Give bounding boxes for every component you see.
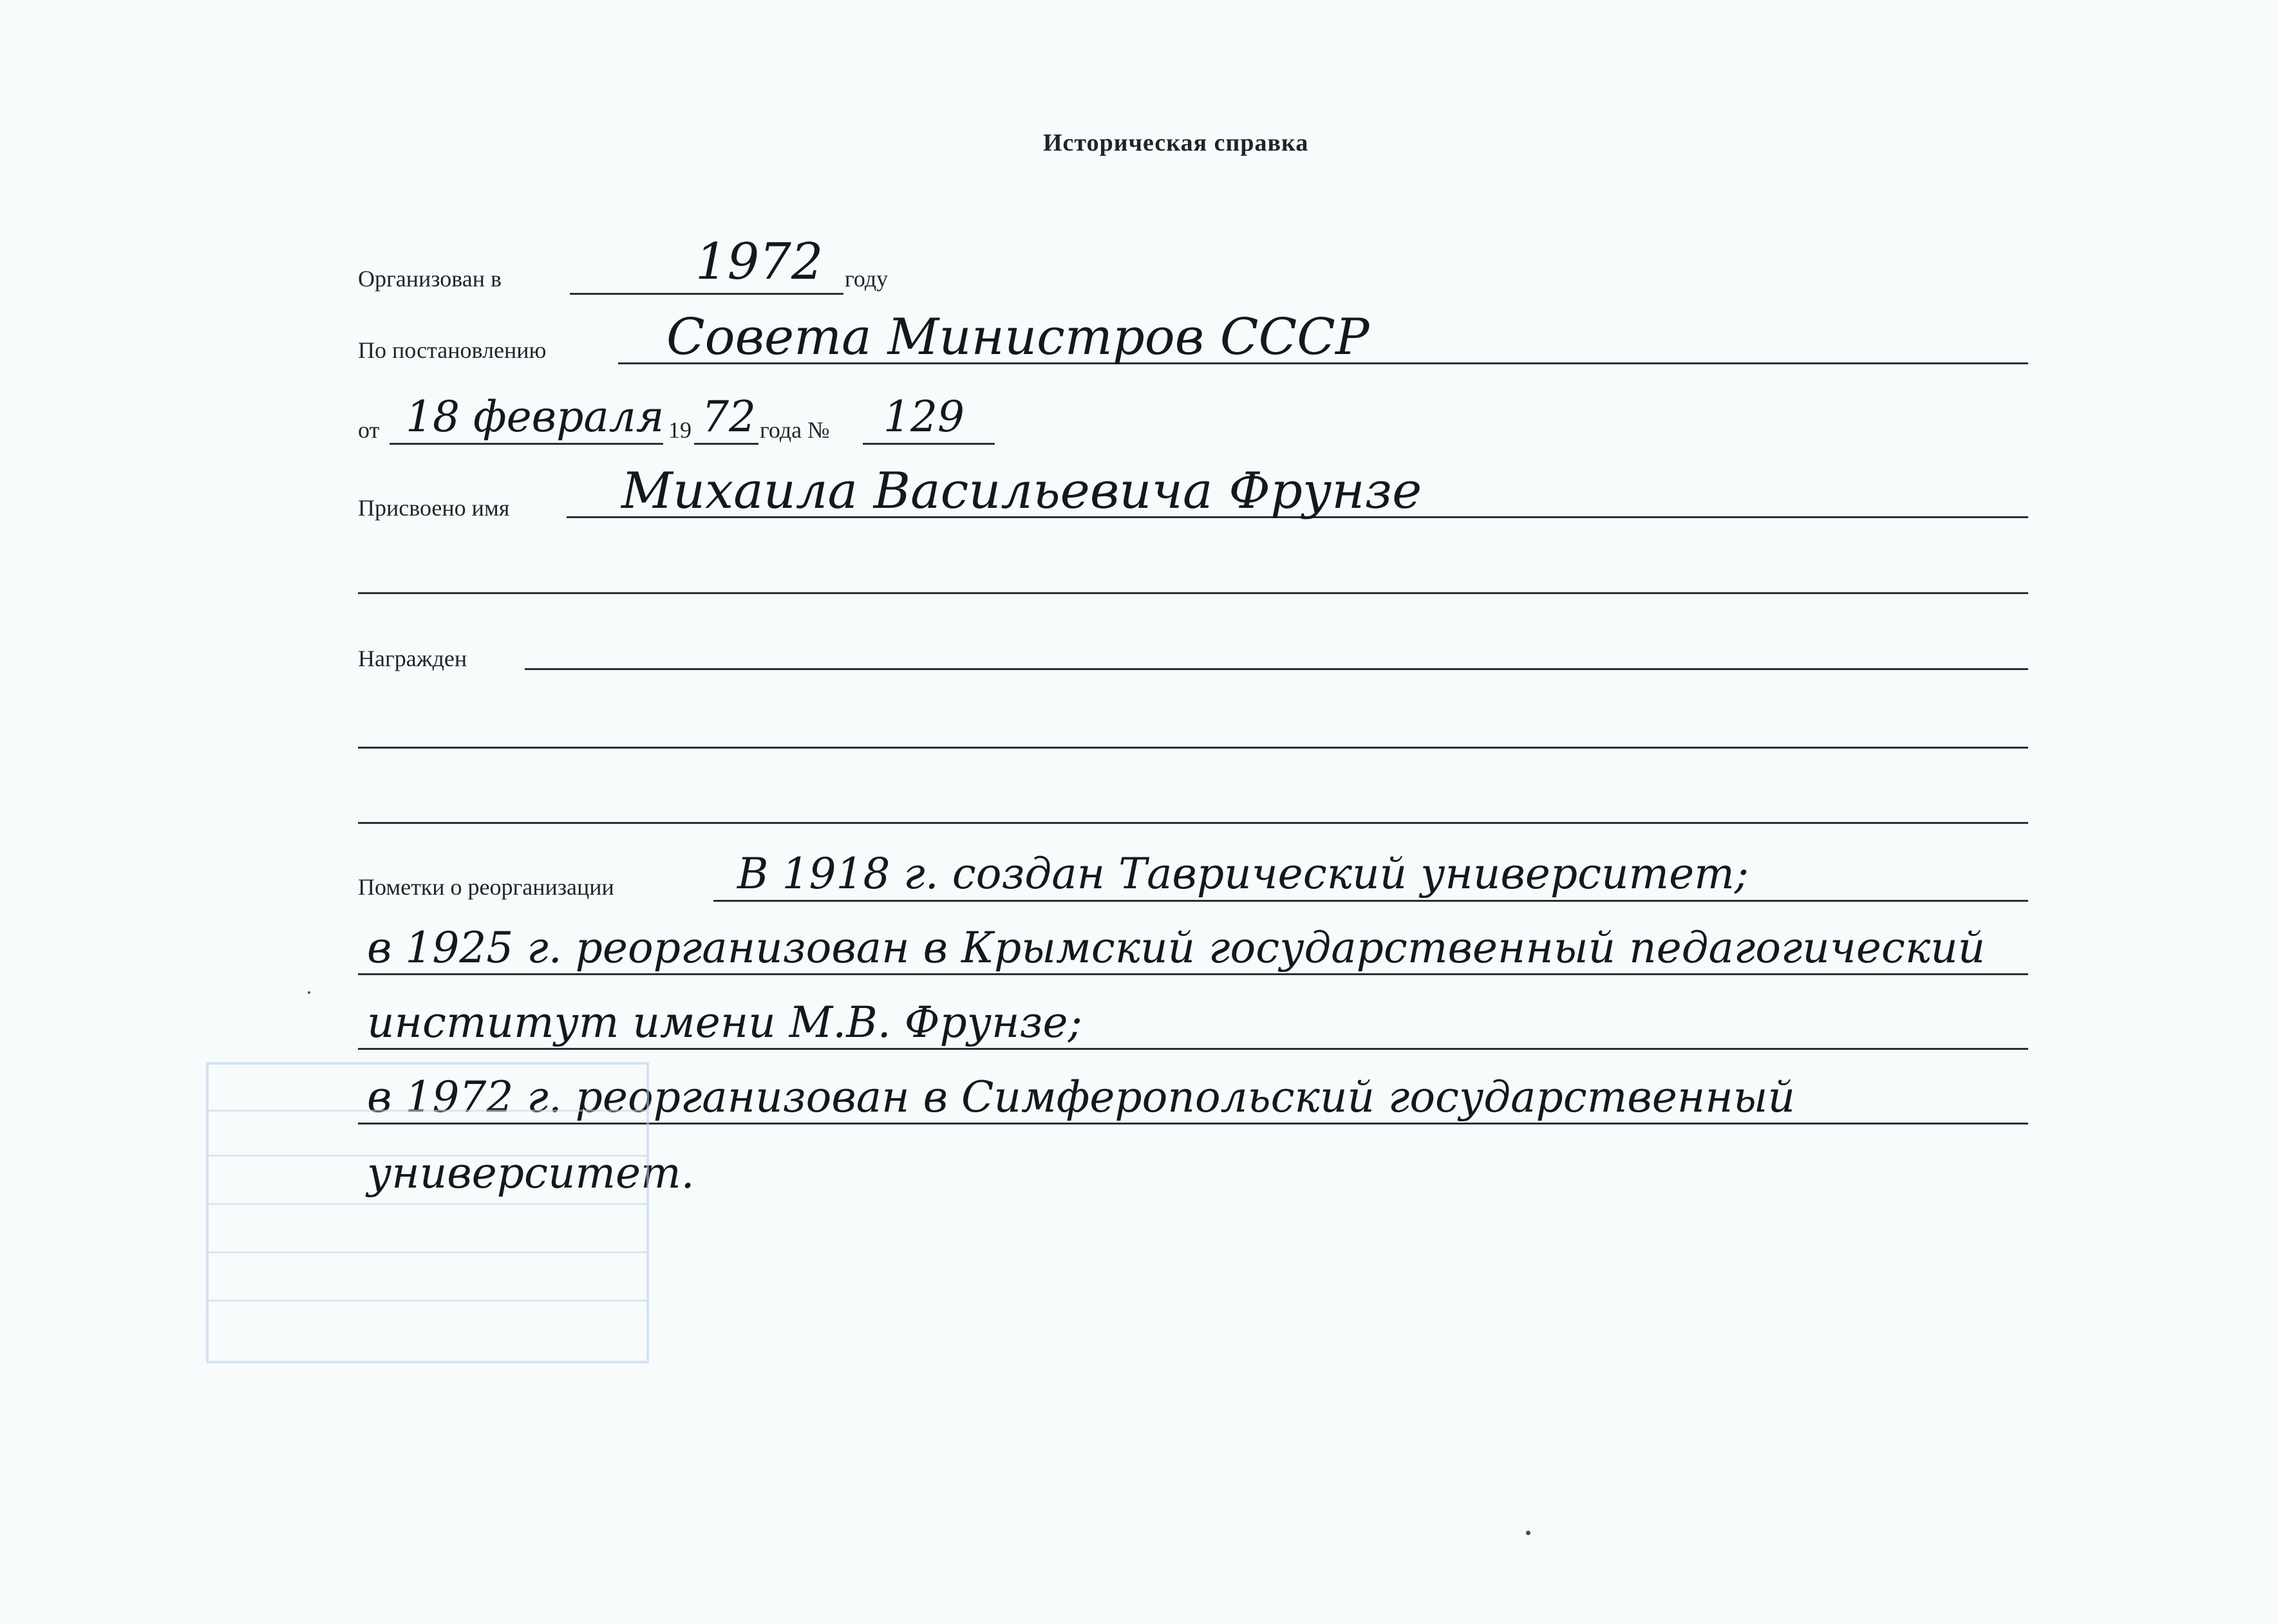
year-prefix: 19 (668, 417, 692, 443)
reorg-note-2: в 1925 г. реорганизован в Крымский государственный педагогический (367, 923, 1986, 973)
reorg-note-5: университет. (367, 1148, 695, 1198)
date-line (390, 443, 663, 445)
paper-speck (1526, 1531, 1530, 1535)
name-label: Присвоено имя (358, 495, 510, 521)
organized-suffix: году (845, 266, 889, 292)
decree-number-value: 129 (883, 392, 965, 442)
awards-line-2 (358, 747, 2028, 749)
reorg-line-2 (358, 973, 2028, 975)
organized-year-line (570, 293, 843, 295)
awards-line-3 (358, 822, 2028, 824)
decree-date-value: 18 февраля (406, 392, 664, 442)
decree-by-value: Совета Министров СССР (666, 308, 1370, 366)
reorg-line-3 (358, 1048, 2028, 1050)
date-prefix: от (358, 417, 380, 443)
form-title: Историческая справка (1043, 129, 1309, 156)
reorg-label: Пометки о реорганизации (358, 874, 614, 900)
name-line-2 (358, 592, 2028, 594)
reorg-note-4: в 1972 г. реорганизован в Симферопольский государственный (367, 1072, 1795, 1122)
organized-year-value: 1972 (695, 233, 824, 291)
reorg-note-3: институт имени М.В. Фрунзе; (367, 998, 1082, 1047)
decree-label: По постановлению (358, 337, 547, 363)
awards-line (525, 668, 2028, 670)
number-label: года № (760, 417, 830, 443)
paper-speck (308, 991, 310, 994)
year-line (694, 443, 758, 445)
reorg-note-1: В 1918 г. создан Таврический университет; (737, 849, 1749, 899)
number-line (863, 443, 995, 445)
decree-year-value: 72 (702, 392, 756, 442)
assigned-name-value: Михаила Васильевича Фрунзе (621, 462, 1422, 520)
reorg-line-1 (713, 900, 2028, 902)
bleed-through-stamp (206, 1062, 649, 1363)
organized-label: Организован в (358, 266, 502, 292)
awards-label: Награжден (358, 646, 467, 671)
